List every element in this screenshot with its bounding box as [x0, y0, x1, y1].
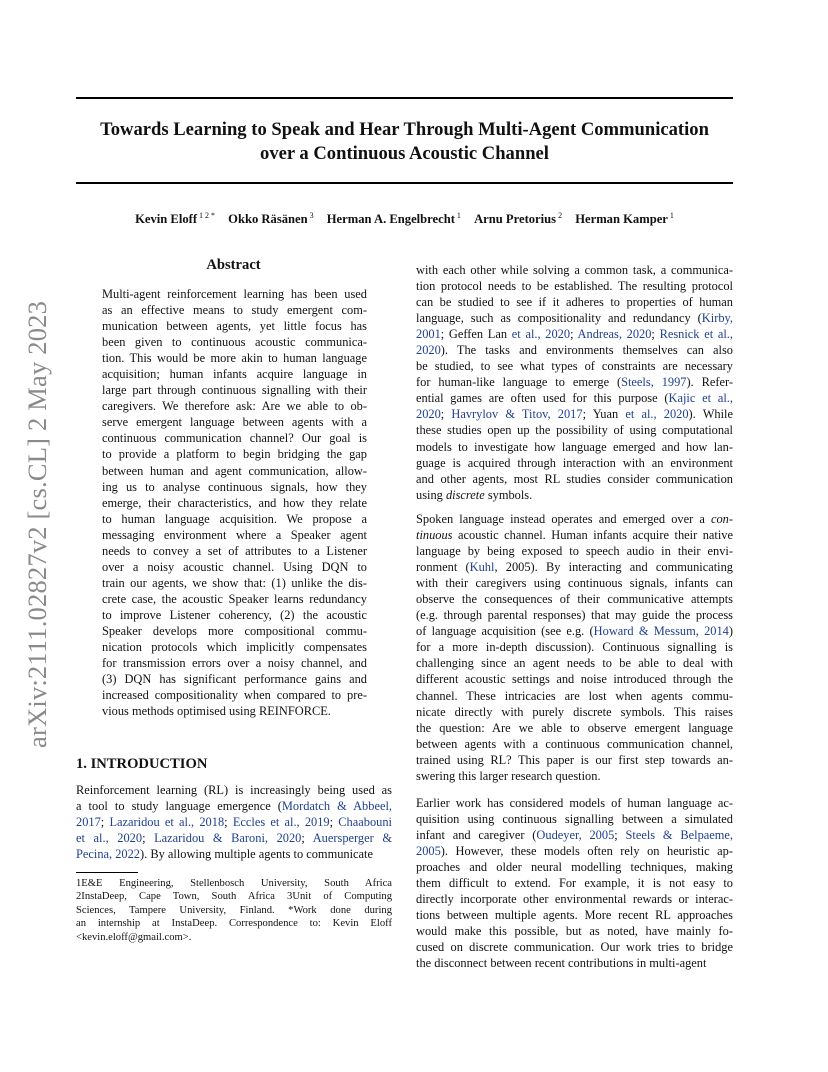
section-heading-introduction: 1. INTRODUCTION [76, 756, 208, 772]
text-line: swering this larger research question. [416, 768, 601, 783]
text-line: increased compositionality when compared to pre- [102, 688, 367, 703]
paragraph [416, 262, 733, 503]
text-line: (3) DQN has significant performance gains and [102, 672, 367, 687]
text-line: an internship at InstaDeep. Correspondence to: Kevin Eloff [76, 918, 392, 930]
text-line: would make this possible, but as noted, have mainly fo- [416, 924, 733, 939]
text-line: caregivers. We therefore ask: Are we able to ob- [102, 399, 367, 414]
text-line: to provide a platform to begin bridging the gap [102, 447, 367, 462]
abstract-text [102, 286, 367, 719]
text-line: infant and caregiver (Oudeyer, 2005; Steels & Belpaeme, [416, 828, 734, 843]
text-line: the disconnect between recent contributions in multi-agent [416, 956, 707, 971]
text-line: over a noisy acoustic channel. Using DQN to [102, 559, 367, 574]
footnote-rule [76, 872, 138, 873]
text-line: Speaker develops more compositional commu- [102, 623, 367, 638]
text-line: et al., 2020; Lazaridou & Baroni, 2020; Auersperger & [76, 831, 392, 846]
text-line: (e.g. through parental responses) that may guide the process [416, 608, 733, 623]
author-list [76, 211, 733, 227]
text-line: guage is acquired through interaction with an environment [416, 455, 733, 470]
text-line: tion. This would be more akin to human language [102, 351, 367, 366]
text-line: Pecina, 2022). By allowing multiple agents to communicate [76, 847, 373, 862]
title-line: Towards Learning to Speak and Hear Through Multi-Agent Communication [100, 119, 709, 140]
text-line: between agents with a continuous communication channel, [416, 736, 733, 751]
text-line: crete case, the acoustic Speaker learns redundancy [102, 591, 367, 606]
text-line: <kevin.eloff@gmail.com>. [76, 931, 192, 943]
text-line: needs to convey a set of attributes to a Listener [102, 543, 367, 558]
text-line: ential games are often used for this purpose (Kajic et al., [416, 391, 733, 406]
author-affiliation: 1 [456, 211, 461, 220]
introduction-text [76, 782, 392, 862]
text-line: using discrete symbols. [416, 487, 533, 502]
text-line: Reinforcement learning (RL) is increasingly being used as [76, 783, 392, 797]
author: Kevin Eloff $^{1 2 *}$ [135, 211, 216, 226]
title-bottom-rule [76, 182, 733, 184]
text-line: 2020; Havrylov & Titov, 2017; Yuan et al., 2020). While [416, 407, 733, 422]
text-line: challenging since an agent needs to be able to deal with [416, 656, 733, 671]
text-line: messaging environment where a Speaker agent [102, 527, 367, 542]
text-line: ing us to analyse continuous signals, how they [102, 479, 367, 494]
text-line: with each other while solving a common task, a communica- [416, 263, 733, 277]
text-line: the question: Are we able to observe emergent language [416, 720, 733, 735]
text-line: a tool to study language emergence (Mordatch & Abbeel, [76, 799, 392, 814]
text-line: nication protocols which implicitly compensates [102, 640, 367, 655]
text-line: as an effective means to study emergent com- [102, 303, 367, 318]
text-line: for human-like language to emerge (Steels, 1997). Refer- [416, 375, 734, 390]
text-line: 2001; Geffen Lan et al., 2020; Andreas, 2020; Resnick et al., [416, 327, 733, 342]
author: Arnu Pretorius $^2$ [474, 211, 563, 226]
text-line: 2020). The tasks and environments themselves can also [416, 343, 733, 358]
text-line: these studies open up the possibility of using computational [416, 423, 733, 438]
text-line: nicate directly with purely discrete symbols. This raises [416, 704, 733, 719]
text-line: language, such as compositionality and redundancy (Kirby, [416, 311, 733, 326]
text-line: can be studied to see if it adheres to properties of human [416, 295, 733, 310]
paragraph [416, 511, 733, 784]
affiliation-footnote [76, 877, 392, 944]
text-line: cused on discrete communication. Our work tries to bridge [416, 940, 733, 955]
text-line: observe the consequences of their communicative attempts [416, 592, 733, 607]
text-line: to human language acquisition. We propose a [102, 511, 367, 526]
text-line: tions between multiple agents. More recent RL approaches [416, 908, 733, 923]
text-line: quisition using continuous signalling between a simulated [416, 812, 733, 827]
text-line: for a more in-depth discussion). Continuous signalling is [416, 640, 733, 655]
text-line: different acoustic settings and noise introduced through the [416, 672, 733, 687]
text-line: vious methods optimised using REINFORCE. [102, 704, 331, 719]
text-line: Spoken language instead operates and emerged over a con- [416, 512, 733, 526]
arxiv-side-stamp: arXiv:2111.02827v2 [cs.CL] 2 May 2023 [22, 300, 52, 748]
text-line: large part through continuous signalling with their [102, 383, 367, 398]
text-line: trained using RL? This paper is our first step towards an- [416, 752, 733, 767]
author-affiliation: 1 [669, 211, 674, 220]
author: Herman A. Engelbrecht $^1$ [326, 211, 461, 226]
text-line: them difficult to extend. For example, it is not easy to [416, 876, 733, 891]
text-line: acquisition; human infants acquire language in [102, 367, 367, 382]
text-line: directly incorporate other environmental rewards or interac- [416, 892, 733, 907]
text-line: Earlier work has considered models of human language ac- [416, 796, 733, 810]
text-line: emerge, their characteristics, and how they relate [102, 495, 367, 510]
title-top-rule [76, 97, 733, 99]
text-line: of language acquisition (see e.g. (Howard & Messum, 2014) [416, 624, 734, 639]
author: Okko Räsänen $^3$ [228, 211, 314, 226]
text-line: ronment (Kuhl, 2005). By interacting and communicating [416, 560, 733, 575]
text-line: to improve Listener coherency, (2) the acoustic [102, 607, 367, 622]
text-line: tion protocol needs to be established. The resulting protocol [416, 279, 733, 294]
text-line: and other agents, most RL studies consider communication [416, 471, 733, 486]
author: Herman Kamper $^1$ [575, 211, 674, 226]
text-line: with their caregivers using continuous signals, infants can [416, 576, 733, 591]
text-line: continuous communication channel? Our goal is [102, 431, 367, 446]
author-affiliation: 1 2 * [199, 211, 216, 220]
text-line: 1E&E Engineering, Stellenbosch University, South Africa [76, 878, 392, 889]
text-line: Multi-agent reinforcement learning has been used [102, 287, 367, 301]
text-line: between human and agent communication, allow- [102, 463, 367, 478]
text-line: train our agents, we show that: (1) unlike the dis- [102, 575, 367, 590]
text-line: models to investigate how language emerged and how lan- [416, 439, 733, 454]
paragraph [416, 795, 733, 972]
text-line: serve emergent language between agents with a [102, 415, 367, 430]
abstract-heading: Abstract [206, 257, 261, 273]
paper-title [76, 118, 733, 166]
text-line: 2017; Lazaridou et al., 2018; Eccles et al., 2019; Chaabouni [76, 815, 392, 830]
text-line: been given to continuous acoustic communica- [102, 335, 367, 350]
text-line: proaches and older neural modelling techniques, making [416, 860, 733, 875]
text-line: 2InstaDeep, Cape Town, South Africa 3Unit of Computing [76, 891, 392, 903]
text-line: channel. These intricacies are lost when agents commu- [416, 688, 733, 703]
text-line: tinuous acoustic channel. Human infants acquire their native [416, 528, 733, 543]
author-affiliation: 3 [309, 211, 314, 220]
title-line: over a Continuous Acoustic Channel [260, 143, 549, 164]
text-line: be studied, to see what types of constraints are necessary [416, 359, 733, 374]
author-affiliation: 2 [558, 211, 563, 220]
text-line: Sciences, Tampere University, Finland. *Work done during [76, 904, 392, 916]
text-line: 2005). However, these models often rely on heuristic ap- [416, 844, 733, 859]
text-line: language by being exposed to speech audio in their envi- [416, 544, 733, 559]
text-line: munication between agents, yet little focus has [102, 319, 367, 334]
text-line: for transmission errors over a noisy channel, and [102, 656, 367, 671]
